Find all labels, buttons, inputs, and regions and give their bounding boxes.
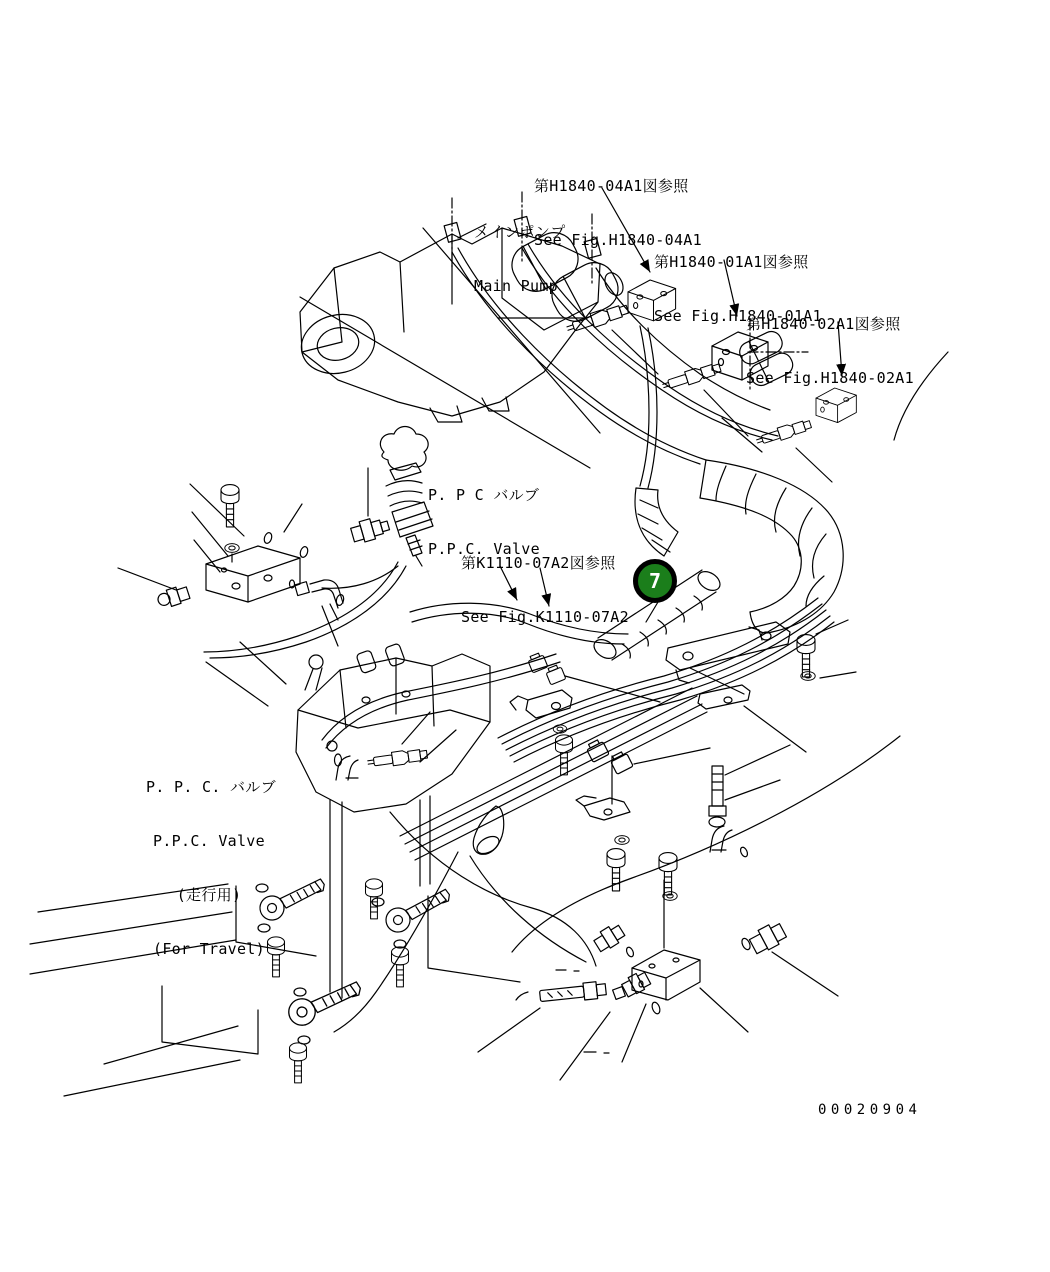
callout-en: See Fig.K1110-07A2 xyxy=(461,608,629,626)
manifold-block-left xyxy=(118,468,391,646)
ppc-valve-travel-label xyxy=(146,742,276,994)
part-marker-number: 7 xyxy=(648,569,662,593)
ppc-valve-assembly xyxy=(380,427,433,567)
label-use-jp: (走行用) xyxy=(176,886,242,904)
label-en: P.P.C. Valve xyxy=(153,832,265,850)
callout-jp: 第H1840-01A1図参照 xyxy=(654,253,809,271)
label-en: P.P.C. Valve xyxy=(428,540,540,558)
manifold-block-bottom xyxy=(478,745,838,1080)
callout-jp: 第H1840-02A1図参照 xyxy=(746,315,901,333)
label-jp: P. P C バルブ xyxy=(428,486,540,504)
callout-jp: 第K1110-07A2図参照 xyxy=(461,554,616,572)
main-pump-label xyxy=(474,187,566,331)
label-jp: P. P. C. バルブ xyxy=(146,778,276,796)
callout-en: See Fig.H1840-01A1 xyxy=(654,307,822,325)
callout-jp: 第H1840-04A1図参照 xyxy=(534,177,689,195)
label-use-en: (For Travel) xyxy=(153,940,265,958)
valve-fitting-2 xyxy=(661,361,722,392)
linkage-parts xyxy=(30,879,520,1096)
label-jp: メインポンプ xyxy=(474,223,566,241)
tube-bundle-lower xyxy=(400,688,710,860)
wrapped-hose-right xyxy=(700,460,843,633)
part-marker-badge[interactable] xyxy=(633,559,677,603)
callout-fig-k1110-07a2 xyxy=(461,518,629,662)
hose-boot xyxy=(473,806,503,857)
label-en: Main Pump xyxy=(474,277,558,295)
callout-en: See Fig.H1840-02A1 xyxy=(746,369,914,387)
callout-en: See Fig.H1840-04A1 xyxy=(534,231,702,249)
callout-fig-h1840-02a1 xyxy=(746,279,914,423)
drawing-number: 00020904 xyxy=(818,1102,922,1118)
